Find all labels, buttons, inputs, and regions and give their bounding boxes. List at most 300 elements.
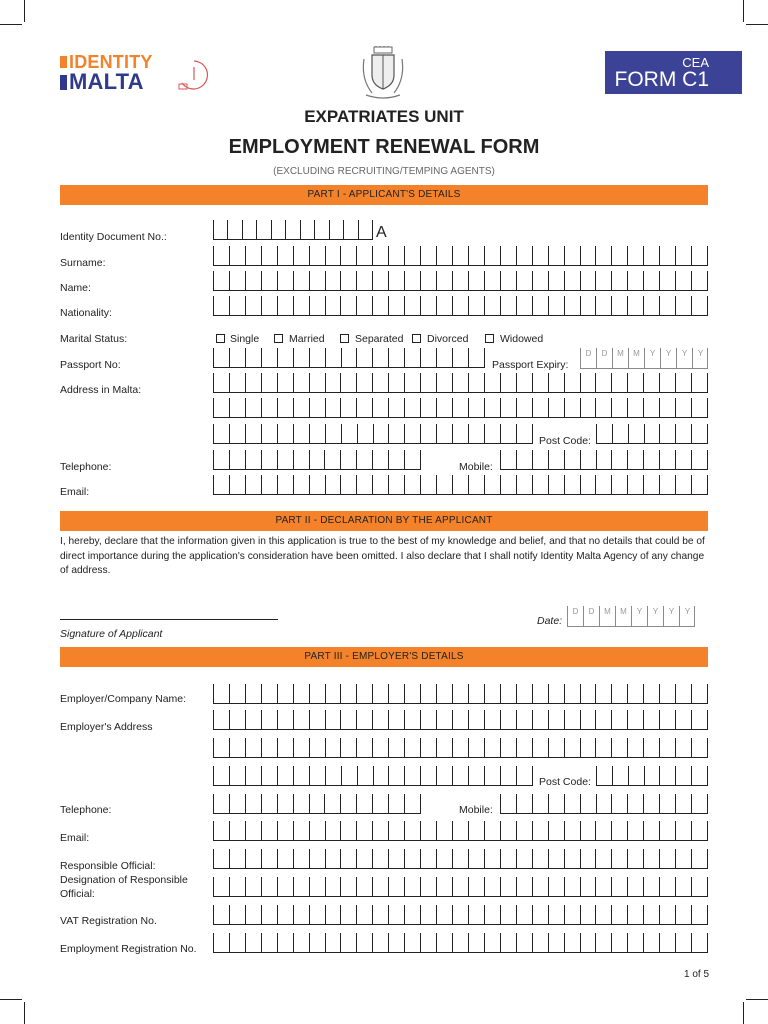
cell-divider [611, 905, 612, 924]
designation-label-line2: Official: [60, 888, 95, 900]
cell-divider [484, 296, 485, 315]
cell-divider [436, 905, 437, 924]
name-label: Name: [60, 282, 91, 294]
cell-divider [468, 821, 469, 840]
cell-divider [564, 738, 565, 757]
cell-divider [373, 424, 374, 443]
cell-divider [340, 933, 341, 952]
cell-divider [325, 933, 326, 952]
cell-divider [516, 738, 517, 757]
cell-divider [627, 738, 628, 757]
cell-divider [229, 905, 230, 924]
cell-divider [388, 424, 389, 443]
cell-divider [261, 348, 262, 367]
cell-divider [675, 296, 676, 315]
cell-divider [643, 373, 644, 392]
declaration-date-field[interactable] [567, 606, 695, 627]
cell-divider [595, 821, 596, 840]
passport-expiry-label: Passport Expiry: [492, 359, 569, 371]
designation-field[interactable] [213, 877, 708, 897]
employer-mobile-field[interactable] [500, 794, 708, 814]
cell-divider [325, 348, 326, 367]
company-name-field[interactable] [213, 684, 708, 704]
identity-doc-field[interactable] [213, 220, 373, 240]
cell-divider [580, 821, 581, 840]
cell-divider [229, 877, 230, 896]
cell-divider [707, 684, 708, 703]
cell-divider [452, 849, 453, 868]
cell-divider [213, 710, 214, 729]
crop-mark [746, 24, 768, 25]
cell-divider [500, 766, 501, 785]
cell-divider [340, 849, 341, 868]
cell-divider [675, 766, 676, 785]
identity-doc-suffix: A [376, 224, 387, 241]
cell-divider [420, 450, 421, 469]
cell-divider [452, 933, 453, 952]
cell-divider [436, 348, 437, 367]
cell-divider [468, 348, 469, 367]
employer-address-line2-field[interactable] [213, 738, 708, 758]
cell-divider [436, 933, 437, 952]
cell-divider [229, 450, 230, 469]
cell-divider [420, 296, 421, 315]
cell-divider [404, 246, 405, 265]
cell-divider [691, 424, 692, 443]
crop-mark [24, 0, 25, 22]
cell-divider [245, 246, 246, 265]
cell-divider [500, 246, 501, 265]
divorced-checkbox[interactable] [412, 334, 421, 343]
cell-divider [388, 849, 389, 868]
cell-divider [532, 271, 533, 290]
cell-divider [309, 450, 310, 469]
cell-divider [436, 475, 437, 494]
cell-divider [341, 424, 342, 443]
cell-divider [611, 710, 612, 729]
cell-divider [484, 905, 485, 924]
cell-divider [595, 271, 596, 290]
cell-divider [388, 821, 389, 840]
form-title: EMPLOYMENT RENEWAL FORM [228, 136, 540, 158]
coat-of-arms-icon [360, 45, 406, 99]
cell-divider [341, 348, 342, 367]
post-code-field[interactable] [596, 424, 708, 444]
cell-divider [691, 450, 692, 469]
cell-divider [213, 933, 214, 952]
cell-divider [707, 398, 708, 417]
address-line3-field[interactable] [213, 424, 533, 444]
cell-divider [468, 398, 469, 417]
cell-divider [707, 424, 708, 443]
employer-post-code-field[interactable] [596, 766, 708, 786]
cell-divider [261, 849, 262, 868]
address-line1-field[interactable] [213, 373, 708, 393]
cell-divider [691, 684, 692, 703]
cell-divider [356, 821, 357, 840]
cell-divider [261, 271, 262, 290]
name-field[interactable] [213, 271, 708, 291]
employer-email-field[interactable] [213, 821, 708, 841]
cell-divider [627, 475, 628, 494]
cell-divider [229, 475, 230, 494]
cell-divider [532, 424, 533, 443]
cell-divider [245, 296, 246, 315]
cell-divider [580, 475, 581, 494]
date-cell: M [612, 348, 628, 368]
cell-divider [484, 821, 485, 840]
cell-divider [314, 220, 315, 239]
cell-divider [420, 398, 421, 417]
cell-divider [261, 905, 262, 924]
cell-divider [325, 398, 326, 417]
cell-divider [245, 877, 246, 896]
cell-divider [500, 398, 501, 417]
cell-divider [596, 794, 597, 813]
cell-divider [675, 475, 676, 494]
cell-divider [293, 849, 294, 868]
nationality-field[interactable] [213, 296, 708, 316]
cell-divider [675, 271, 676, 290]
marital-status-label: Marital Status: [60, 333, 128, 345]
cell-divider [404, 905, 405, 924]
cell-divider [548, 905, 549, 924]
cell-divider [245, 271, 246, 290]
cell-divider [595, 296, 596, 315]
cell-divider [564, 271, 565, 290]
cell-divider [372, 220, 373, 239]
cell-divider [532, 373, 533, 392]
passport-expiry-field[interactable] [580, 348, 708, 369]
cell-divider [372, 296, 373, 315]
cell-divider [277, 905, 278, 924]
mobile-field[interactable] [500, 450, 708, 470]
cell-divider [213, 271, 214, 290]
separated-label: Separated [355, 333, 404, 345]
cell-divider [611, 821, 612, 840]
passport-label: Passport No: [60, 359, 121, 371]
cell-divider [340, 296, 341, 315]
cell-divider [293, 424, 294, 443]
employer-telephone-field[interactable] [213, 794, 421, 814]
cell-divider [532, 398, 533, 417]
cell-divider [404, 684, 405, 703]
cell-divider [372, 710, 373, 729]
address-line2-field[interactable] [213, 398, 708, 418]
single-label: Single [230, 333, 260, 345]
cell-divider [309, 398, 310, 417]
cell-divider [500, 821, 501, 840]
cell-divider [484, 475, 485, 494]
cell-divider [627, 246, 628, 265]
mobile-label: Mobile: [459, 461, 493, 473]
responsible-official-label: Responsible Official: [60, 860, 156, 872]
date-cell: M [615, 606, 631, 626]
cell-divider [516, 933, 517, 952]
cell-divider [500, 424, 501, 443]
cell-divider [388, 373, 389, 392]
post-code-label: Post Code: [539, 435, 591, 447]
email-field[interactable] [213, 475, 708, 495]
date-cell: Y [692, 348, 708, 368]
cell-divider [564, 398, 565, 417]
cell-divider [643, 933, 644, 952]
vat-field[interactable] [213, 905, 708, 925]
employer-post-code-label: Post Code: [539, 776, 591, 788]
cell-divider [612, 424, 613, 443]
cell-divider [388, 684, 389, 703]
cell-divider [388, 766, 389, 785]
widowed-checkbox[interactable] [485, 334, 494, 343]
cell-divider [293, 933, 294, 952]
cell-divider [532, 821, 533, 840]
cell-divider [356, 450, 357, 469]
cell-divider [643, 821, 644, 840]
cell-divider [500, 877, 501, 896]
cell-divider [627, 450, 628, 469]
cell-divider [643, 905, 644, 924]
cell-divider [564, 905, 565, 924]
cell-divider [659, 398, 660, 417]
cell-divider [420, 933, 421, 952]
married-checkbox[interactable] [274, 334, 283, 343]
cell-divider [580, 271, 581, 290]
cell-divider [356, 348, 357, 367]
cell-divider [245, 849, 246, 868]
cell-divider [436, 710, 437, 729]
cell-divider [659, 373, 660, 392]
cell-divider [611, 684, 612, 703]
date-cell: D [583, 606, 599, 626]
employment-registration-label: Employment Registration No. [60, 943, 197, 955]
cell-divider [213, 373, 214, 392]
cell-divider [340, 475, 341, 494]
cell-divider [404, 373, 405, 392]
cell-divider [516, 246, 517, 265]
employment-registration-field[interactable] [213, 933, 708, 953]
cell-divider [532, 296, 533, 315]
employer-address-line3-field[interactable] [213, 766, 533, 786]
cell-divider [691, 271, 692, 290]
cell-divider [564, 849, 565, 868]
cell-divider [420, 849, 421, 868]
crop-mark [0, 24, 22, 25]
cell-divider [245, 424, 246, 443]
cell-divider [309, 933, 310, 952]
cell-divider [341, 766, 342, 785]
cell-divider [261, 766, 262, 785]
cell-divider [420, 738, 421, 757]
cell-divider [372, 246, 373, 265]
cell-divider [548, 450, 549, 469]
cell-divider [309, 710, 310, 729]
cell-divider [325, 373, 326, 392]
cell-divider [675, 849, 676, 868]
cell-divider [277, 475, 278, 494]
cell-divider [436, 766, 437, 785]
cell-divider [516, 794, 517, 813]
cell-divider [707, 296, 708, 315]
cell-divider [500, 849, 501, 868]
cell-divider [595, 877, 596, 896]
cell-divider [707, 738, 708, 757]
cell-divider [261, 684, 262, 703]
cell-divider [564, 246, 565, 265]
cell-divider [596, 450, 597, 469]
passport-field[interactable] [213, 348, 485, 368]
cell-divider [356, 475, 357, 494]
cell-divider [277, 710, 278, 729]
cell-divider [675, 424, 676, 443]
cell-divider [595, 398, 596, 417]
cell-divider [468, 905, 469, 924]
cell-divider [420, 877, 421, 896]
cell-divider [261, 738, 262, 757]
cell-divider [372, 738, 373, 757]
cell-divider [372, 475, 373, 494]
cell-divider [340, 450, 341, 469]
cell-divider [659, 296, 660, 315]
cell-divider [627, 933, 628, 952]
cell-divider [659, 246, 660, 265]
cell-divider [643, 271, 644, 290]
cell-divider [277, 738, 278, 757]
cell-divider [213, 794, 214, 813]
cell-divider [372, 684, 373, 703]
cell-divider [356, 849, 357, 868]
cell-divider [300, 220, 301, 239]
cell-divider [261, 373, 262, 392]
cell-divider [372, 794, 373, 813]
date-cell: Y [644, 348, 660, 368]
cell-divider [580, 933, 581, 952]
cell-divider [500, 450, 501, 469]
cell-divider [404, 450, 405, 469]
cell-divider [564, 450, 565, 469]
cell-divider [229, 738, 230, 757]
cell-divider [325, 246, 326, 265]
cell-divider [595, 849, 596, 868]
cell-divider [229, 296, 230, 315]
cell-divider [691, 738, 692, 757]
cell-divider [707, 246, 708, 265]
cell-divider [261, 450, 262, 469]
cell-divider [388, 475, 389, 494]
cell-divider [484, 424, 485, 443]
surname-field[interactable] [213, 246, 708, 266]
cell-divider [309, 905, 310, 924]
employer-email-label: Email: [60, 832, 90, 844]
cell-divider [277, 450, 278, 469]
cell-divider [329, 220, 330, 239]
cell-divider [213, 821, 214, 840]
cell-divider [516, 821, 517, 840]
company-name-label: Employer/Company Name: [60, 693, 187, 705]
cell-divider [595, 475, 596, 494]
cell-divider [452, 738, 453, 757]
cell-divider [628, 424, 629, 443]
cell-divider [229, 933, 230, 952]
cell-divider [643, 849, 644, 868]
cell-divider [548, 821, 549, 840]
cell-divider [325, 905, 326, 924]
cell-divider [468, 475, 469, 494]
cell-divider [293, 398, 294, 417]
cell-divider [675, 398, 676, 417]
part2-header: PART II - DECLARATION BY THE APPLICANT [60, 511, 708, 531]
cell-divider [420, 684, 421, 703]
cell-divider [707, 849, 708, 868]
cell-divider [707, 475, 708, 494]
cell-divider [532, 877, 533, 896]
cell-divider [691, 398, 692, 417]
form-subtitle: (EXCLUDING RECRUITING/TEMPING AGENTS) [273, 166, 495, 177]
cell-divider [404, 398, 405, 417]
cell-divider [388, 738, 389, 757]
cell-divider [213, 398, 214, 417]
signature-label: Signature of Applicant [60, 628, 163, 640]
cell-divider [245, 684, 246, 703]
cell-divider [564, 373, 565, 392]
cell-divider [388, 450, 389, 469]
cell-divider [532, 450, 533, 469]
cell-divider [404, 424, 405, 443]
cell-divider [596, 424, 597, 443]
telephone-field[interactable] [213, 450, 421, 470]
brand-logo-line2: MALTA [60, 71, 144, 93]
cell-divider [580, 710, 581, 729]
cell-divider [516, 398, 517, 417]
single-checkbox[interactable] [216, 334, 225, 343]
brand-logo-line1: IDENTITY [60, 53, 153, 71]
cell-divider [707, 450, 708, 469]
cell-divider [388, 933, 389, 952]
crop-mark [746, 999, 768, 1000]
date-cell: Y [663, 606, 679, 626]
cell-divider [213, 450, 214, 469]
signature-line[interactable] [60, 619, 278, 620]
cell-divider [516, 710, 517, 729]
cell-divider [452, 905, 453, 924]
cell-divider [340, 398, 341, 417]
cell-divider [436, 849, 437, 868]
cell-divider [484, 766, 485, 785]
employer-address-line1-field[interactable] [213, 710, 708, 730]
cell-divider [468, 684, 469, 703]
cell-divider [340, 794, 341, 813]
cell-divider [343, 220, 344, 239]
cell-divider [595, 738, 596, 757]
cell-divider [404, 766, 405, 785]
cell-divider [452, 710, 453, 729]
cell-divider [277, 271, 278, 290]
cell-divider [452, 821, 453, 840]
separated-checkbox[interactable] [340, 334, 349, 343]
responsible-official-field[interactable] [213, 849, 708, 869]
cell-divider [548, 710, 549, 729]
cell-divider [324, 794, 325, 813]
cell-divider [245, 933, 246, 952]
cell-divider [484, 738, 485, 757]
cell-divider [564, 684, 565, 703]
cell-divider [309, 246, 310, 265]
cell-divider [293, 766, 294, 785]
cell-divider [580, 794, 581, 813]
cell-divider [532, 710, 533, 729]
cell-divider [356, 373, 357, 392]
cell-divider [356, 246, 357, 265]
cell-divider [372, 450, 373, 469]
